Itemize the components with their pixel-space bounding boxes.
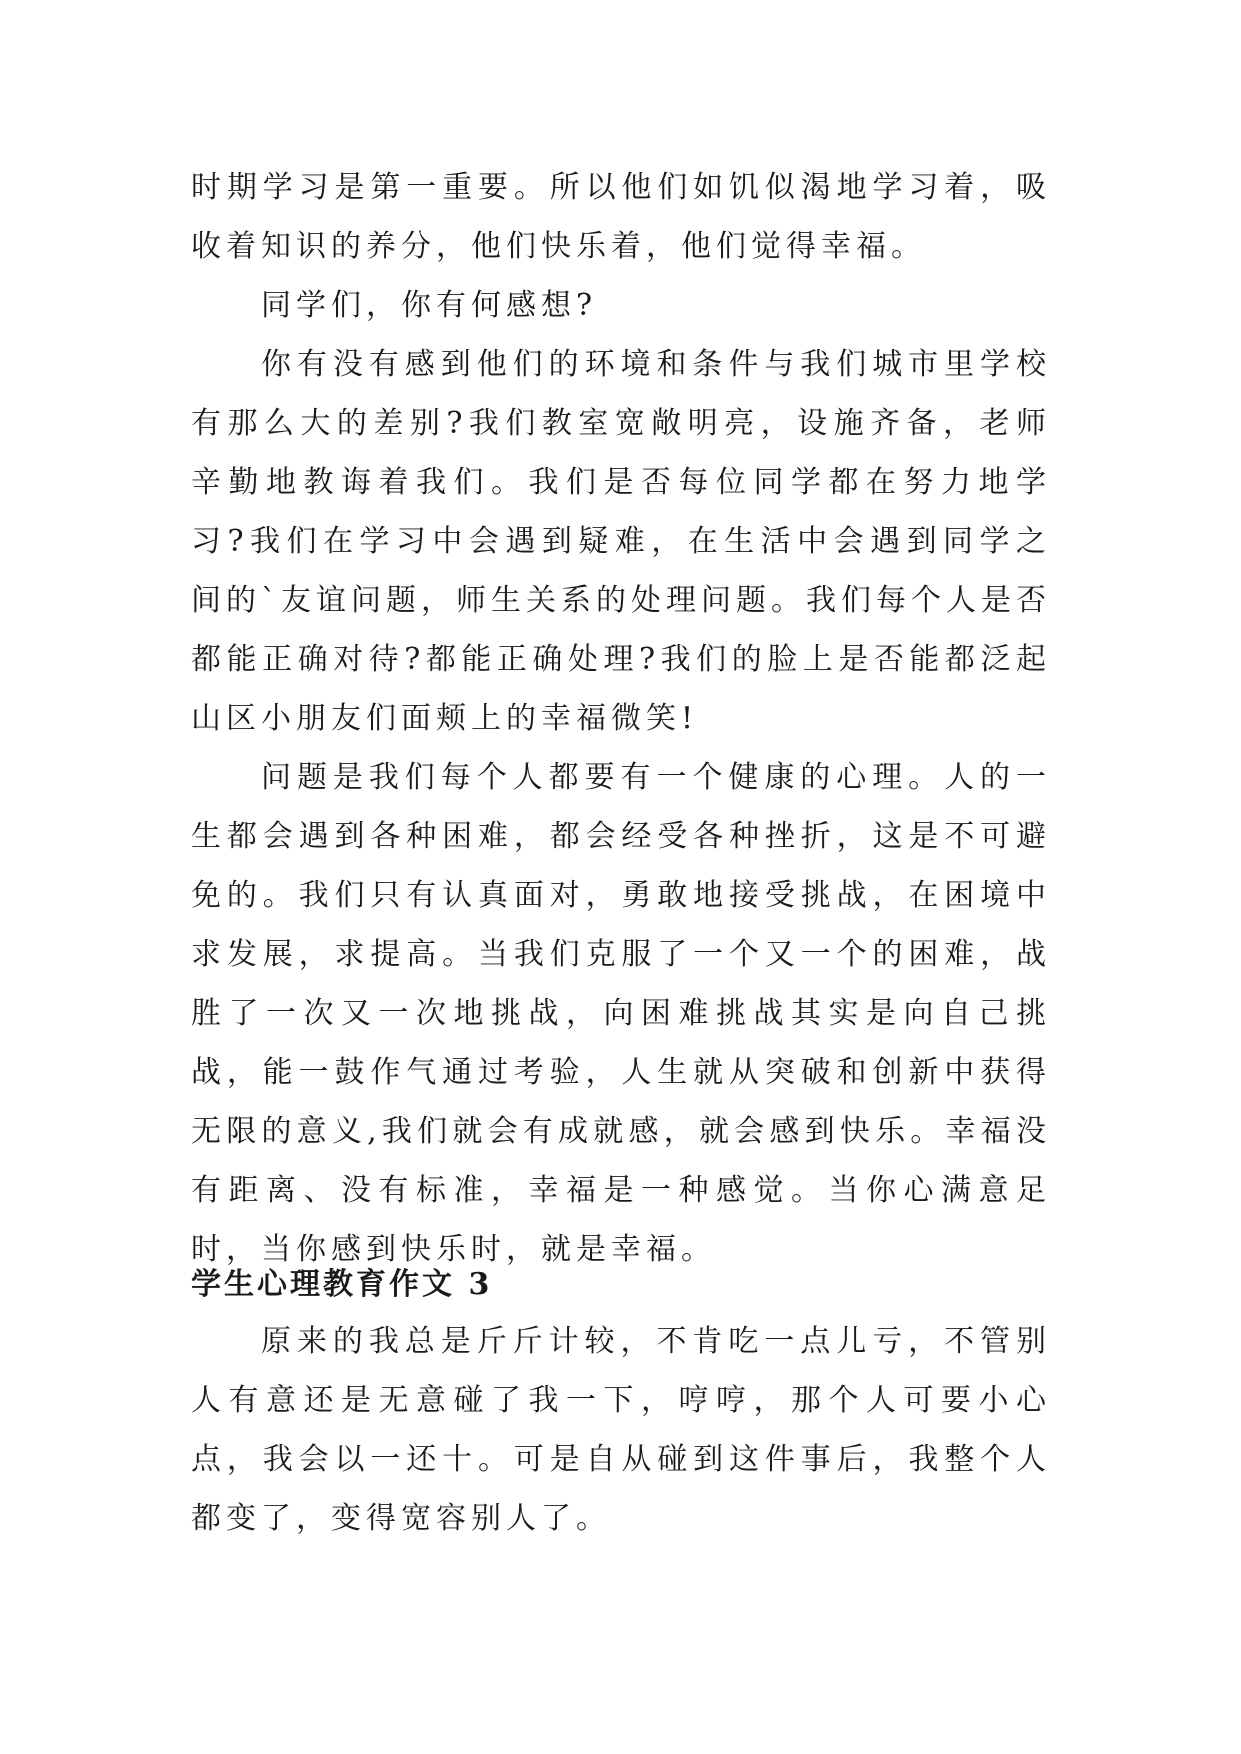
section-title: 学生心理教育作文 3 bbox=[191, 1267, 493, 1302]
section-paragraph: 原来的我总是斤斤计较，不肯吃一点儿亏，不管别人有意还是无意碰了我一下，哼哼，那个人可要小心点，我会以一还十。可是自从碰到这件事后，我整个人都变了，变得宽容别人了。 bbox=[191, 1324, 1051, 1536]
continued-paragraph: 时期学习是第一重要。所以他们如饥似渴地学习着，吸收着知识的养分，他们快乐着，他们觉得幸福。 bbox=[191, 170, 1051, 264]
reflection-paragraph: 你有没有感到他们的环境和条件与我们城市里学校有那么大的差别?我们教室宽敞明亮，设施齐备，老师辛勤地教诲着我们。我们是否每位同学都在努力地学习?我们在学习中会遇到疑难，在生活中会遇到同学之间的`友谊问题，师生关系的处理问题。我们每个人是否都能正确对待?都能正确处理?我们的脸上是否能都泛起山区小朋友们面颊上的幸福微笑! bbox=[191, 347, 1051, 736]
conclusion-paragraph: 问题是我们每个人都要有一个健康的心理。人的一生都会遇到各种困难，都会经受各种挫折，这是不可避免的。我们只有认真面对，勇敢地接受挑战，在困境中求发展，求提高。当我们克服了一个又一个的困难，战胜了一次又一次地挑战，向困难挑战其实是向自己挑战，能一鼓作气通过考验，人生就从突破和创新中获得无限的意义,我们就会有成就感，就会感到快乐。幸福没有距离、没有标准，幸福是一种感觉。当你心满意足时，当你感到快乐时，就是幸福。 bbox=[191, 760, 1051, 1267]
essay-body-bottom bbox=[191, 1312, 1051, 1548]
essay-body-top bbox=[191, 158, 1051, 1279]
question-paragraph: 同学们，你有何感想? bbox=[261, 288, 598, 323]
